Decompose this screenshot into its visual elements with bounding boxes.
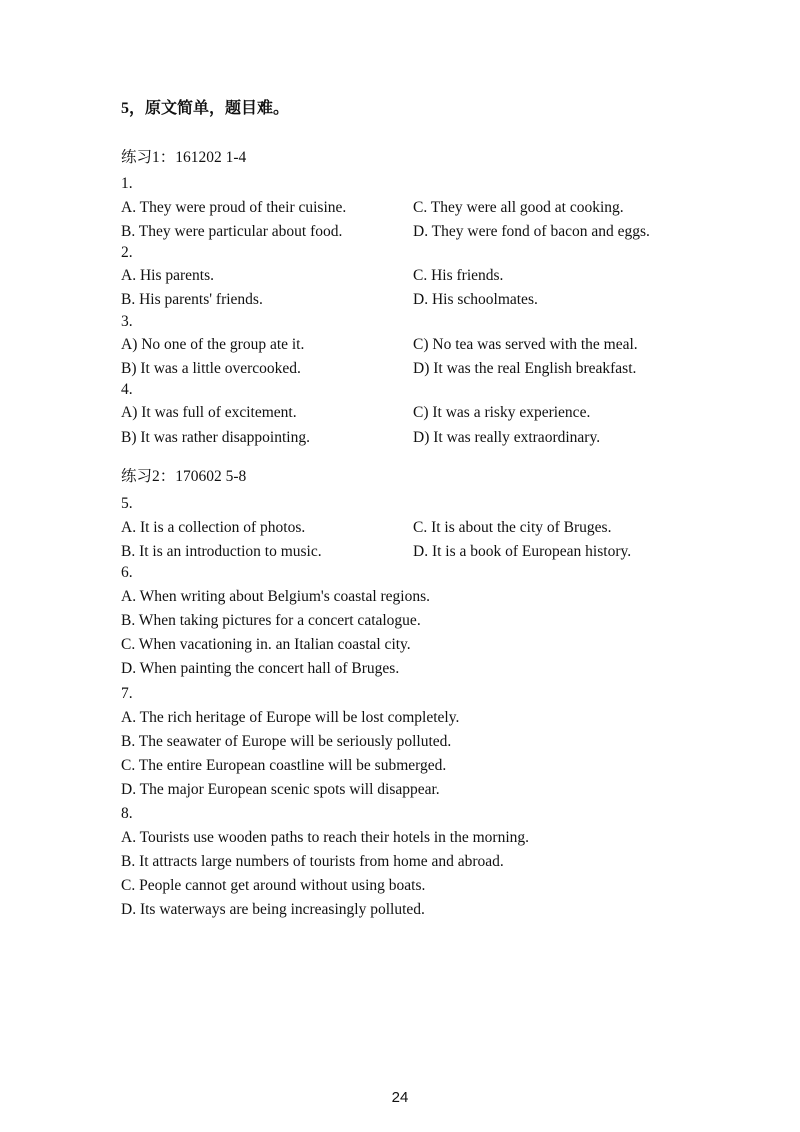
question-1-option-b: B. They were particular about food. — [121, 223, 343, 240]
question-1-option-a: A. They were proud of their cuisine. — [121, 199, 347, 216]
question-5-option-d: D. It is a book of European history. — [413, 543, 632, 560]
question-6-option-d: D. When painting the concert hall of Bruges. — [121, 660, 400, 677]
question-5-option-c: C. It is about the city of Bruges. — [413, 519, 612, 536]
question-2-option-b: B. His parents' friends. — [121, 291, 263, 308]
question-4-option-b: B) It was rather disappointing. — [121, 429, 310, 446]
section-heading: 5，原文简单，题目难。 — [121, 100, 290, 117]
question-1-number: 1. — [121, 175, 133, 192]
question-2-option-c: C. His friends. — [413, 267, 504, 284]
question-5-number: 5. — [121, 495, 133, 512]
question-7-option-b: B. The seawater of Europe will be seriously polluted. — [121, 733, 452, 750]
question-4-number: 4. — [121, 381, 133, 398]
question-4-option-c: C) It was a risky experience. — [413, 404, 591, 421]
exercise-1-title: 练习1：161202 1-4 — [121, 149, 247, 166]
question-5-option-b: B. It is an introduction to music. — [121, 543, 322, 560]
exercise-2-title: 练习2：170602 5-8 — [121, 468, 247, 485]
question-3-option-d: D) It was the real English breakfast. — [413, 360, 637, 377]
question-7-option-d: D. The major European scenic spots will disappear. — [121, 781, 440, 798]
question-3-option-c: C) No tea was served with the meal. — [413, 336, 638, 353]
question-8-number: 8. — [121, 805, 133, 822]
question-8-option-a: A. Tourists use wooden paths to reach their hotels in the morning. — [121, 829, 530, 846]
question-3-option-b: B) It was a little overcooked. — [121, 360, 301, 377]
question-2-option-a: A. His parents. — [121, 267, 214, 284]
question-1-option-d: D. They were fond of bacon and eggs. — [413, 223, 650, 240]
question-7-option-c: C. The entire European coastline will be submerged. — [121, 757, 447, 774]
question-3-number: 3. — [121, 313, 133, 330]
question-2-number: 2. — [121, 244, 133, 261]
question-6-option-a: A. When writing about Belgium's coastal regions. — [121, 588, 431, 605]
question-8-option-d: D. Its waterways are being increasingly polluted. — [121, 901, 425, 918]
question-4-option-d: D) It was really extraordinary. — [413, 429, 601, 446]
question-8-option-c: C. People cannot get around without using boats. — [121, 877, 426, 894]
question-6-option-b: B. When taking pictures for a concert catalogue. — [121, 612, 421, 629]
question-4-option-a: A) It was full of excitement. — [121, 404, 297, 421]
question-3-option-a: A) No one of the group ate it. — [121, 336, 305, 353]
question-8-option-b: B. It attracts large numbers of tourists from home and abroad. — [121, 853, 504, 870]
question-6-number: 6. — [121, 564, 133, 581]
question-7-number: 7. — [121, 685, 133, 702]
question-1-option-c: C. They were all good at cooking. — [413, 199, 624, 216]
question-6-option-c: C. When vacationing in. an Italian coastal city. — [121, 636, 411, 653]
question-5-option-a: A. It is a collection of photos. — [121, 519, 306, 536]
question-7-option-a: A. The rich heritage of Europe will be lost completely. — [121, 709, 460, 726]
page-number: 24 — [391, 1089, 409, 1106]
question-2-option-d: D. His schoolmates. — [413, 291, 538, 308]
